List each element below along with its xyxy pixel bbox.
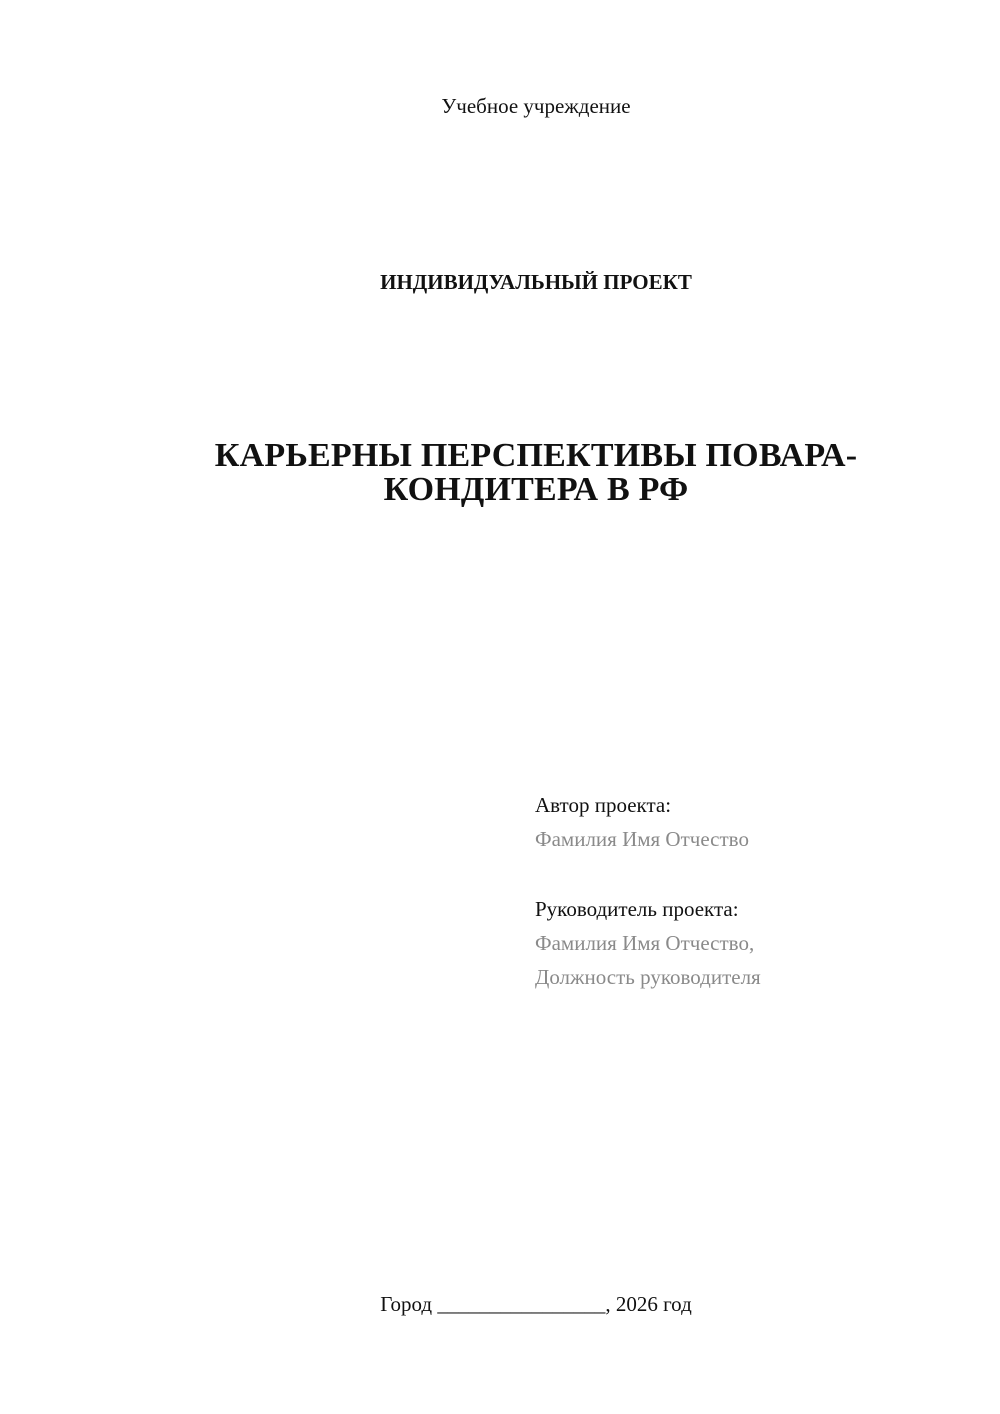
city-year-line: Город ________________, 2026 год — [380, 1292, 692, 1316]
project-info — [535, 788, 975, 994]
institution-name: Учебное учреждение — [441, 94, 631, 118]
project-title-line-1: КАРЬЕРНЫ ПЕРСПЕКТИВЫ ПОВАРА- — [214, 437, 858, 474]
author-name: Фамилия Имя Отчество — [535, 827, 749, 851]
supervisor-position: Должность руководителя — [535, 965, 761, 989]
supervisor-label: Руководитель проекта: — [535, 897, 739, 921]
document-type: ИНДИВИДУАЛЬНЫЙ ПРОЕКТ — [380, 270, 692, 294]
project-title-line-2: КОНДИТЕРА В РФ — [383, 471, 689, 508]
supervisor-name: Фамилия Имя Отчество, — [535, 931, 755, 955]
author-label: Автор проекта: — [535, 793, 672, 817]
info-spacer — [535, 856, 975, 892]
project-title — [150, 439, 922, 507]
